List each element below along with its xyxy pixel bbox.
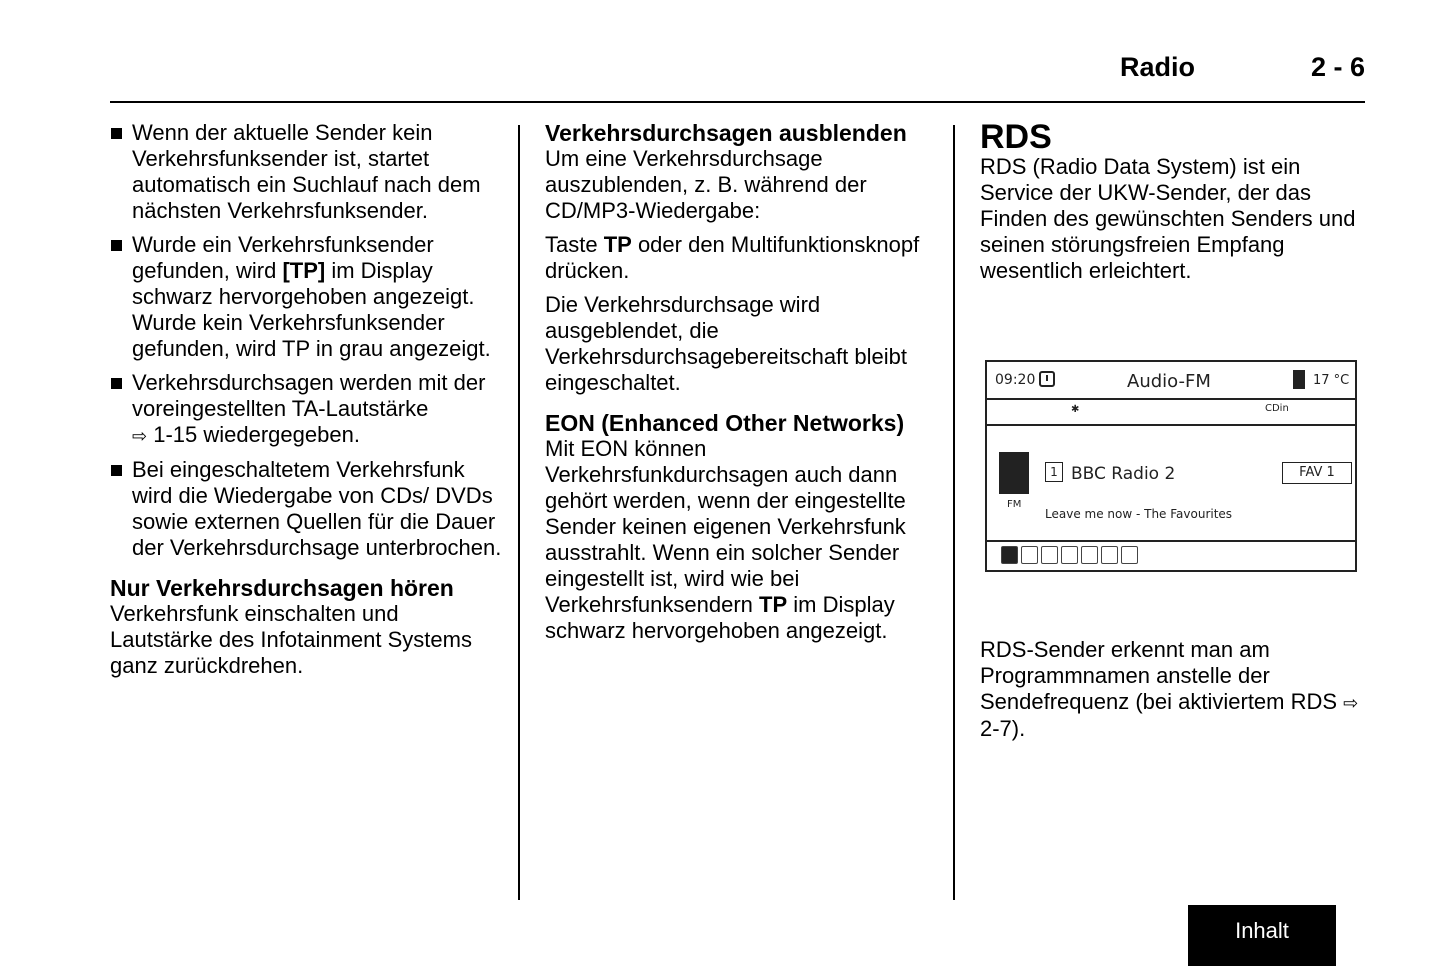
section-heading: Nur Verkehrsdurchsagen hören bbox=[110, 575, 454, 601]
paragraph: Mit EON können Verkehrsfunkdurchsagen auch dann gehört werden, wenn der eingestellte Sender keinen eigenen Verkehrsfunk ausstrahlt. Wenn ein solcher Sender eingestellt ist, wird wie bei Verkehrsfunksendern TP im Display schwarz hervorgehoben angezeigt. bbox=[545, 436, 906, 643]
phone-icon bbox=[1101, 546, 1118, 564]
paragraph: Verkehrsfunk einschalten und Lautstärke des Infotainment Systems ganz zurückdrehen. bbox=[110, 601, 472, 678]
section-heading: Verkehrsdurchsagen ausblenden bbox=[545, 120, 907, 146]
paragraph: RDS (Radio Data System) ist ein Service der UKW-Sender, der das Finden des gewünschten Senders und seinen störungsfreien Empfang wesentlich erleichtert. bbox=[980, 154, 1356, 283]
section-title: Radio bbox=[1119, 52, 1195, 82]
display-station-name: BBC Radio 2 bbox=[1071, 464, 1176, 484]
column-right bbox=[980, 120, 1375, 292]
infotainment-display-illustration bbox=[985, 360, 1357, 572]
reference-arrow-icon: ⇨ bbox=[132, 426, 148, 446]
bluetooth-icon: ✱ bbox=[1071, 404, 1080, 415]
list-item: Bei eingeschaltetem Verkehrsfunk wird die Wiedergabe von CDs/ DVDs sowie externen Quellen für die Dauer der Verkehrsdurchsage unterbrochen. bbox=[110, 457, 505, 561]
paragraph: Um eine Verkehrsdurchsage auszublenden, z. B. während der CD/MP3-Wiedergabe: bbox=[545, 146, 867, 223]
column-divider bbox=[518, 125, 520, 900]
section-heading: RDS bbox=[980, 118, 1052, 156]
section-heading: EON (Enhanced Other Networks) bbox=[545, 410, 905, 436]
list-item: Wurde ein Verkehrsfunksender gefunden, wird [TP] im Display schwarz hervorgehoben angezeigt. Wurde kein Verkehrsfunksender gefunden, wird TP in grau angezeigt. bbox=[110, 232, 505, 362]
navigation-icon bbox=[1061, 546, 1078, 564]
column-middle bbox=[545, 120, 935, 652]
radio-tower-icon bbox=[999, 452, 1029, 494]
display-radiotext: Leave me now - The Favourites bbox=[1045, 507, 1233, 521]
header-divider bbox=[110, 101, 1365, 103]
display-temperature: 17 °C bbox=[1313, 373, 1350, 388]
display-band: FM bbox=[1007, 499, 1022, 510]
column-divider bbox=[953, 125, 955, 900]
display-subbar bbox=[987, 400, 1355, 426]
radio-icon bbox=[1001, 546, 1018, 564]
paragraph: Die Verkehrsdurchsage wird ausgeblendet, die Verkehrsdurchsagebereitschaft bleibt eingeschaltet. bbox=[545, 292, 907, 395]
list-item: Wenn der aktuelle Sender kein Verkehrsfunksender ist, startet automatisch ein Suchlauf nach dem nächsten Verkehrsfunksender. bbox=[110, 120, 505, 224]
display-icon-bar bbox=[1001, 546, 1141, 568]
clock-icon bbox=[1039, 371, 1055, 387]
display-divider bbox=[987, 540, 1355, 542]
settings-icon bbox=[1121, 546, 1138, 564]
page-number: 2 - 6 bbox=[1310, 52, 1365, 82]
speaker-icon bbox=[1081, 546, 1098, 564]
contents-button[interactable]: Inhalt bbox=[1188, 902, 1336, 966]
cd-icon bbox=[1021, 546, 1038, 564]
display-status-bar bbox=[987, 362, 1355, 400]
display-fav-label: FAV 1 bbox=[1282, 462, 1352, 484]
display-time: 09:20 bbox=[995, 372, 1036, 388]
column-left bbox=[110, 120, 505, 687]
display-source-label: CDin bbox=[1265, 403, 1289, 414]
media-icon bbox=[1041, 546, 1058, 564]
display-preset-number: 1 bbox=[1045, 462, 1063, 482]
reference-arrow-icon: ⇨ bbox=[1343, 693, 1359, 713]
thermometer-icon bbox=[1293, 370, 1305, 389]
list-item: Verkehrsdurchsagen werden mit der voreingestellten TA-Lautstärke ⇨ 1-15 wiedergegeben. bbox=[110, 370, 505, 449]
paragraph: Taste TP oder den Multifunktionsknopf drücken. bbox=[545, 232, 920, 283]
paragraph: RDS-Sender erkennt man am Programmnamen anstelle der Sendefrequenz (bei aktiviertem RDS ⇨ 2-7). bbox=[980, 637, 1359, 741]
display-title: Audio-FM bbox=[1127, 371, 1211, 392]
page-header bbox=[110, 52, 1365, 90]
column-right-lower bbox=[980, 637, 1375, 750]
